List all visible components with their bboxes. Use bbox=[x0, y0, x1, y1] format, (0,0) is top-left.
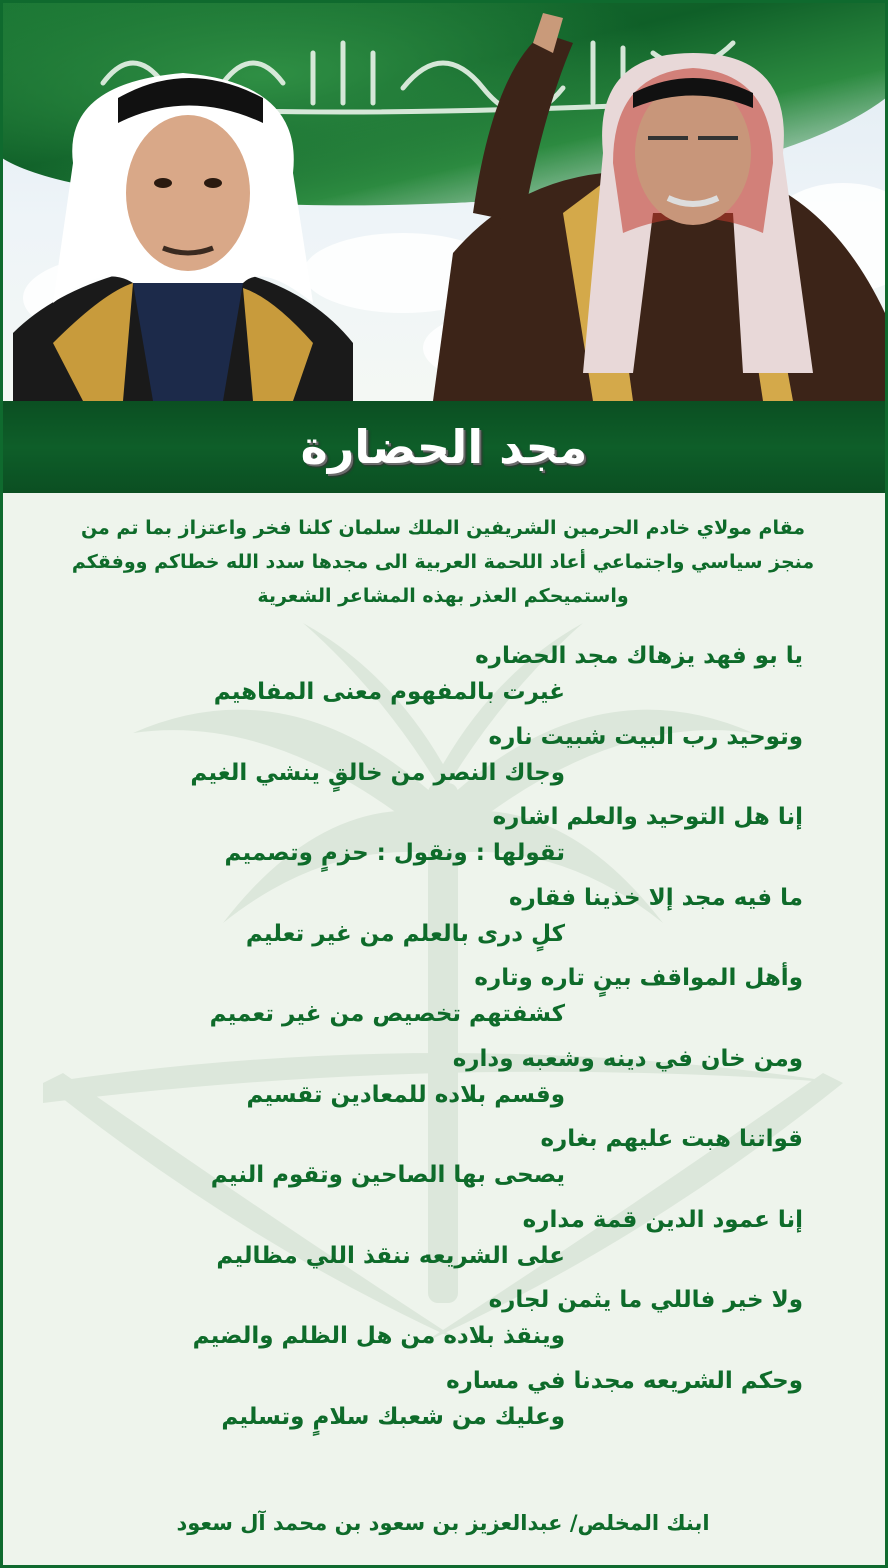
poem-couplet bbox=[103, 643, 803, 724]
poem-verse-second: وقسم بلاده للمعادين تقسيم bbox=[246, 1081, 565, 1108]
poem-verse-first: إنا عمود الدين قمة مداره bbox=[522, 1206, 803, 1233]
poem-verse-first: ما فيه مجد إلا خذينا فقاره bbox=[508, 884, 803, 911]
header-banner-photo bbox=[3, 3, 885, 401]
poem-couplet bbox=[103, 1126, 803, 1207]
poem-verse-first: ومن خان في دينه وشعبه وداره bbox=[452, 1045, 803, 1072]
author-signature: ابنك المخلص/ عبدالعزيز بن سعود بن محمد آل سعود bbox=[176, 1511, 710, 1535]
poem-verse-second: كشفتهم تخصيص من غير تعميم bbox=[209, 1001, 565, 1027]
portrait-right-icon bbox=[433, 13, 885, 401]
poem-verse-first: يا بو فهد يزهاك مجد الحضاره bbox=[475, 643, 803, 669]
poem-couplet bbox=[103, 965, 803, 1046]
poem-verse-second: تقولها : ونقول : حزمٍ وتصميم bbox=[224, 840, 565, 866]
poem-couplet bbox=[103, 1368, 803, 1449]
poem-verse-second: يصحى بها الصاحين وتقوم النيم bbox=[210, 1162, 565, 1188]
poem-verse-first: وأهل المواقف بينٍ تاره وتاره bbox=[474, 965, 803, 991]
poem-couplet bbox=[103, 1046, 803, 1127]
poem-verse-first: وحكم الشريعه مجدنا في مساره bbox=[446, 1367, 803, 1394]
poem-couplet bbox=[103, 724, 803, 805]
poem bbox=[103, 643, 803, 1448]
poem-verse-first: قواتنا هبت عليهم بغاره bbox=[540, 1126, 803, 1152]
poem-verse-second: وجاك النصر من خالقٍ ينشي الغيم bbox=[190, 759, 565, 786]
poem-couplet bbox=[103, 1287, 803, 1368]
poem-verse-first: إنا هل التوحيد والعلم اشاره bbox=[492, 804, 803, 830]
title-bar bbox=[3, 401, 885, 493]
poem-couplet bbox=[103, 804, 803, 885]
poem-couplet bbox=[103, 885, 803, 966]
poem-verse-second: وينقذ بلاده من هل الظلم والضيم bbox=[192, 1323, 565, 1349]
poem-verse-first: وتوحيد رب البيت شبيت ناره bbox=[488, 723, 803, 750]
poem-verse-second: غيرت بالمفهوم معنى المفاهيم bbox=[213, 679, 565, 705]
page-title: مجد الحضارة bbox=[300, 420, 588, 474]
poem-verse-first: ولا خير فاللي ما يثمن لجاره bbox=[488, 1287, 803, 1313]
intro-paragraph: مقام مولاي خادم الحرمين الشريفين الملك سلمان كلنا فخر واعتزاز بما تم من منجز سياسي واجتماعي أعاد اللحمة العربية الى مجدها سدد الله خطاكم ووفقكم واستميحكم العذر بهذه المشاعر الشعرية bbox=[71, 517, 815, 607]
portrait-left-icon bbox=[13, 43, 353, 401]
poem-verse-second: وعليك من شعبك سلامٍ وتسليم bbox=[221, 1403, 565, 1430]
poem-verse-second: كلٍ درى بالعلم من غير تعليم bbox=[245, 920, 565, 947]
poem-couplet bbox=[103, 1207, 803, 1288]
poem-verse-second: على الشريعه ننقذ اللي مظاليم bbox=[216, 1242, 565, 1269]
